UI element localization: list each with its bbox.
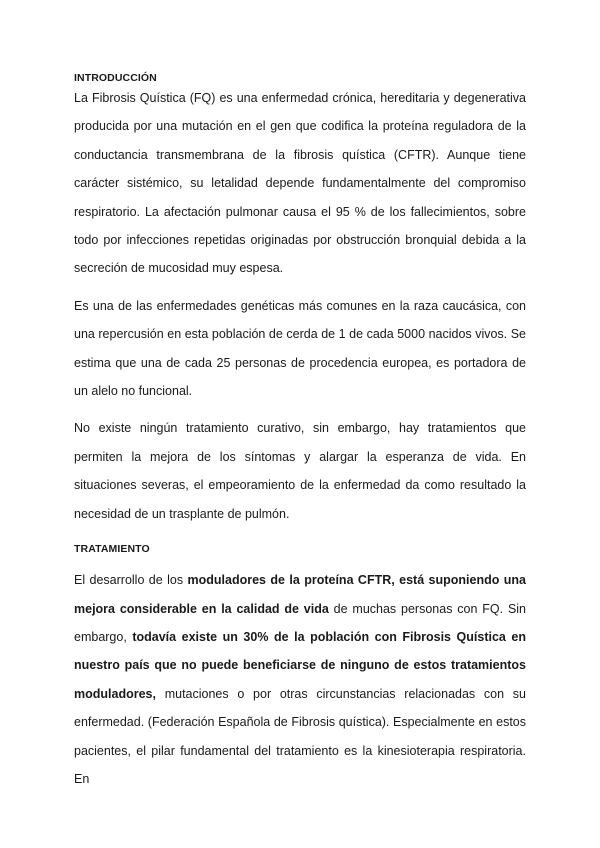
intro-paragraph-2: Es una de las enfermedades genéticas más comunes en la raza caucásica, con una repercusión en esta población de cerda de 1 de cada 5000 nacidos vivos. Se estima que una de cada 25 personas de procedencia europea, es portadora de un alelo no funcional.	[74, 298, 526, 399]
treatment-text-3: mutaciones o por otras circunstancias relacionadas con su enfermedad. (Federación Española de Fibrosis quística). Especialmente en estos pacientes, el pilar fundamental del tratamiento es la kinesioterapia respiratoria. En	[74, 686, 526, 786]
document-page	[74, 72, 526, 793]
treatment-heading: TRATAMIENTO	[74, 543, 150, 556]
treatment-text-2: de muchas personas con FQ. Sin embargo,	[74, 601, 527, 644]
treatment-paragraph	[74, 566, 526, 793]
treatment-text-1: El desarrollo de los	[74, 573, 188, 588]
treatment-bold-2: todavía existe un 30% de la población con Fibrosis Quística en nuestro país que no puede beneficiarse de ninguno de estos tratamientos moduladores,	[74, 629, 526, 701]
intro-paragraph-3: No existe ningún tratamiento curativo, sin embargo, hay tratamientos que permiten la mejora de los síntomas y alargar la esperanza de vida. En situaciones severas, el empeoramiento de la enfermedad da como resultado la necesidad de un trasplante de pulmón.	[74, 421, 526, 521]
treatment-bold-1: moduladores de la proteína CFTR, está suponiendo una mejora considerable en la calidad de vida	[74, 573, 526, 616]
intro-heading: INTRODUCCIÓN	[74, 72, 157, 84]
intro-paragraph-1: La Fibrosis Quística (FQ) es una enfermedad crónica, hereditaria y degenerativa producida por una mutación en el gen que codifica la proteína reguladora de la conductancia transmembrana de la fibrosis quística (CFTR). Aunque tiene carácter sistémico, su letalidad depende fundamentalmente del compromiso respiratorio. La afectación pulmonar causa el 95 % de los fallecimientos, sobre todo por infecciones repetidas originadas por obstrucción bronquial debida a la secreción de mucosidad muy espesa.	[74, 91, 526, 276]
